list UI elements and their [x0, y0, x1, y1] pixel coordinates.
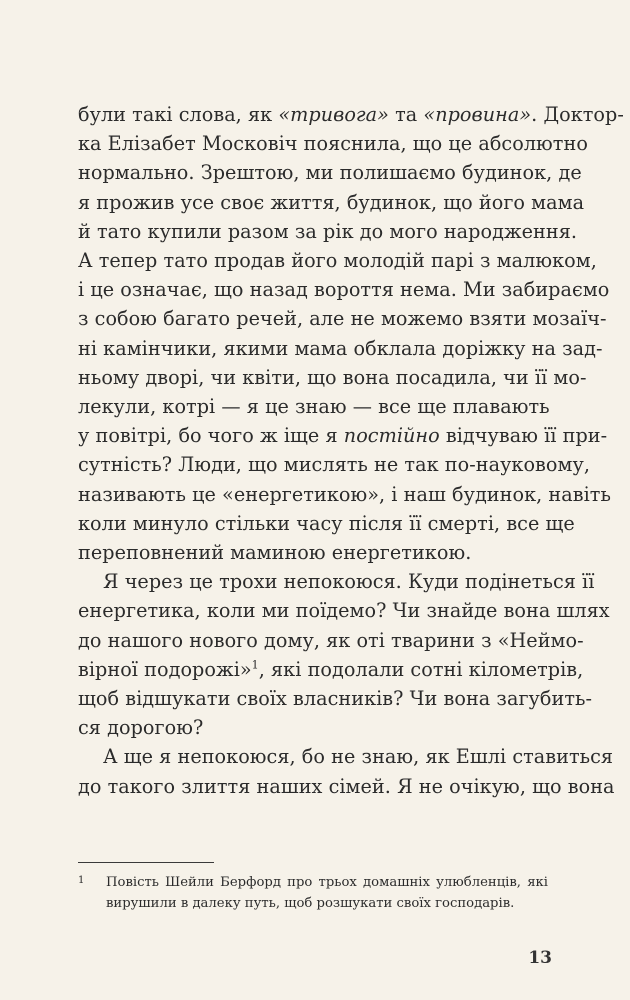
paragraph-3 — [78, 742, 615, 800]
footnote-text — [106, 872, 548, 914]
text-line: я прожив усе своє життя, будинок, що його мама — [78, 190, 585, 214]
footnote-divider — [78, 862, 214, 863]
italic-word: «тривога» — [278, 103, 389, 126]
footnote — [78, 872, 548, 914]
text-line: нормально. Зрештою, ми полишаємо будинок, де — [78, 161, 582, 185]
text-line: вірної подорожі»$^1$, які подолали сотні кілометрів, — [78, 657, 584, 681]
text-line: і це означає, що назад вороття нема. Ми забираємо — [78, 278, 610, 302]
footnote-line: Повість Шейли Берфорд про трьох домашніх улюбленців, які — [106, 875, 548, 890]
text-line: А ще я непокоюся, бо не знаю, як Ешлі ставиться — [103, 745, 614, 769]
text-line: у повітрі, бо чого ж іще я постійно відчуваю її при- — [78, 424, 608, 448]
text-line: Я через це трохи непокоюся. Куди подінеться її — [103, 570, 595, 594]
text-line: ні камінчики, якими мама обклала доріжку на зад- — [78, 336, 603, 360]
paragraph-2 — [78, 567, 610, 742]
text-line: називають це «енергетикою», і наш будинок, навіть — [78, 482, 611, 506]
text-line: А тепер тато продав його молодій парі з малюком, — [78, 249, 597, 273]
text-line: до такого злиття наших сімей. Я не очікую, що вона — [78, 774, 615, 798]
text-line: були такі слова, як «тривога» та «провина». Доктор- — [78, 103, 624, 126]
italic-word: «провина» — [423, 103, 532, 126]
main-text — [78, 100, 624, 801]
text-line: ка Елізабет Московіч пояснила, що це абсолютно — [78, 132, 588, 156]
footnote-line: вирушили в далеку путь, щоб розшукати своїх господарів. — [106, 896, 515, 911]
text-line: сутність? Люди, що мислять не так по-науковому, — [78, 453, 590, 477]
footnote-marker: 1 — [78, 875, 85, 886]
footnote-reference[interactable]: 1 — [251, 658, 259, 672]
text-line: з собою багато речей, але не можемо взяти мозаїч- — [78, 307, 607, 331]
text-line: коли минуло стільки часу після її смерті, все ще — [78, 511, 575, 535]
text-line: енергетика, коли ми поїдемо? Чи знайде вона шлях — [78, 599, 610, 623]
text-line: до нашого нового дому, як оті тварини з «Неймо- — [78, 628, 584, 652]
text-line: ньому дворі, чи квіти, що вона посадила, чи її мо- — [78, 365, 587, 389]
italic-word: постійно — [343, 424, 440, 448]
paragraph-1 — [78, 100, 624, 567]
page-number: 13 — [528, 948, 552, 968]
text-line: ся дорогою? — [78, 716, 204, 740]
text-line: переповнений маминою енергетикою. — [78, 541, 472, 565]
text-line: й тато купили разом за рік до мого народження. — [78, 219, 578, 243]
text-line: щоб відшукати своїх власників? Чи вона загубить- — [78, 687, 593, 711]
text-line: лекули, котрі — я це знаю — все ще плавають — [78, 395, 550, 419]
